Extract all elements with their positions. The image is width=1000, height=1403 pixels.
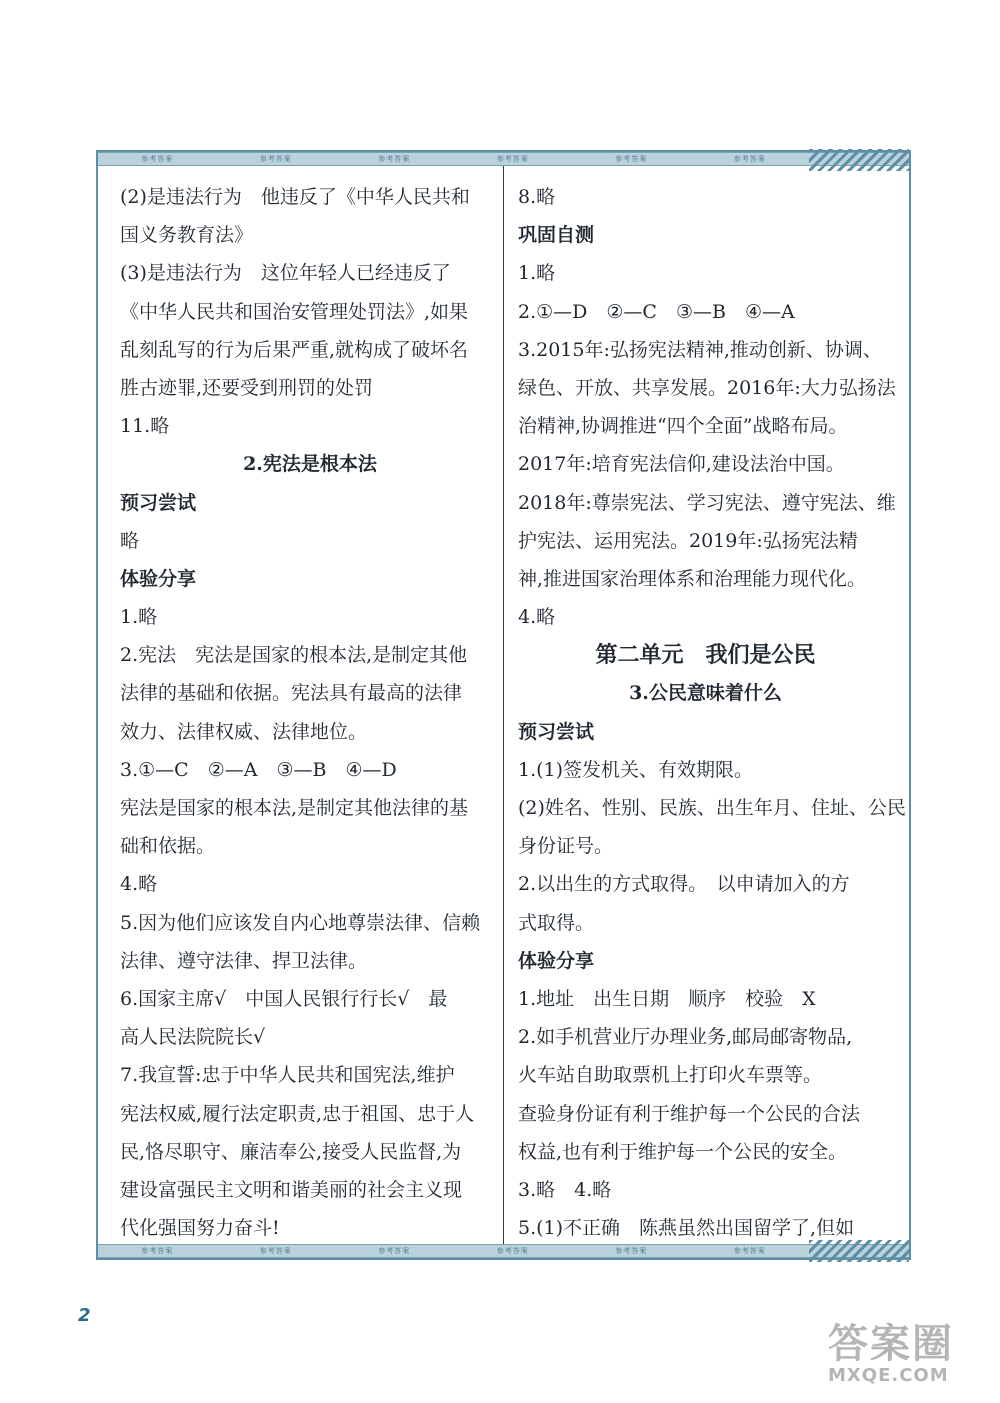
text-line: 2.①—D ②—C ③—B ④—A (518, 300, 795, 323)
answer-frame (96, 150, 911, 1260)
section-heading: 预习尝试 (518, 720, 595, 743)
text-line: 权益,也有利于维护每一个公民的安全。 (518, 1140, 848, 1163)
text-line: 宪法权威,履行法定职责,忠于祖国、忠于人 (120, 1102, 475, 1125)
section-heading: 预习尝试 (120, 491, 197, 514)
column-divider (503, 166, 504, 1244)
text-line: 1.地址 出生日期 顺序 校验 X (518, 987, 816, 1010)
section-heading: 体验分享 (120, 567, 197, 590)
section-heading: 体验分享 (518, 949, 595, 972)
text-line: 1.(1)签发机关、有效期限。 (518, 758, 754, 781)
band-label: 参考答案 (733, 155, 766, 163)
band-label: 参考答案 (378, 155, 411, 163)
text-line: 国义务教育法》 (120, 224, 254, 247)
section-heading: 巩固自测 (518, 224, 595, 247)
band-label: 参考答案 (378, 1247, 411, 1255)
text-line: 胜古迹罪,还要受到刑罚的处罚 (120, 376, 374, 399)
band-label: 参考答案 (141, 155, 174, 163)
text-line: 5.因为他们应该发自内心地尊崇法律、信赖 (120, 911, 481, 934)
left-column (120, 178, 500, 1247)
text-line: (2)是违法行为 他违反了《中华人民共和 (120, 186, 470, 208)
text-line: 2018年:尊崇宪法、学习宪法、遵守宪法、维 (518, 491, 896, 514)
text-line: 4.略 (120, 873, 158, 896)
text-line: 高人民法院院长√ (120, 1026, 266, 1049)
watermark-cn: 答案圈 (828, 1321, 954, 1367)
text-line: 《中华人民共和国治安管理处罚法》,如果 (120, 300, 469, 323)
text-line: 神,推进国家治理体系和治理能力现代化。 (518, 567, 867, 590)
band-label: 参考答案 (496, 1247, 529, 1255)
text-line: 代化强国努力奋斗! (120, 1217, 280, 1240)
band-label: 参考答案 (259, 1247, 292, 1255)
text-line: 8.略 (518, 186, 556, 208)
text-line: 民,恪尽职守、廉洁奉公,接受人民监督,为 (120, 1140, 462, 1163)
text-line: 2017年:培育宪法信仰,建设法治中国。 (518, 453, 845, 476)
text-line: (2)姓名、性别、民族、出生年月、住址、公民 (518, 797, 906, 819)
text-line: 1.略 (120, 606, 158, 629)
text-line: 式取得。 (518, 911, 595, 934)
text-line: 础和依据。 (120, 835, 216, 858)
text-line: 6.国家主席√ 中国人民银行行长√ 最 (120, 987, 448, 1010)
band-label: 参考答案 (733, 1247, 766, 1255)
section-heading: 2.宪法是根本法 (243, 453, 377, 476)
text-line: 1.略 (518, 262, 556, 285)
text-line: 乱刻乱写的行为后果严重,就构成了破坏名 (120, 338, 469, 361)
text-line: 略 (120, 529, 140, 552)
text-line: 5.(1)不正确 陈燕虽然出国留学了,但如 (518, 1217, 855, 1240)
text-line: 建设富强民主文明和谐美丽的社会主义现 (120, 1178, 463, 1201)
band-stripes (809, 1240, 909, 1262)
text-line: 法律、遵守法律、捍卫法律。 (120, 949, 368, 972)
text-line: 护宪法、运用宪法。2019年:弘扬宪法精 (518, 529, 858, 552)
page-number: 2 (78, 1305, 91, 1326)
text-line: 11.略 (120, 415, 170, 438)
text-line: 2.如手机营业厅办理业务,邮局邮寄物品, (518, 1026, 853, 1049)
top-band (98, 152, 909, 166)
text-line: 身份证号。 (518, 835, 614, 858)
watermark-logo (828, 1322, 978, 1384)
band-stripes (809, 149, 909, 171)
text-line: 2.宪法 宪法是国家的根本法,是制定其他 (120, 644, 468, 667)
section-heading: 3.公民意味着什么 (629, 682, 782, 705)
text-line: 查验身份证有利于维护每一个公民的合法 (518, 1102, 861, 1125)
band-label: 参考答案 (615, 1247, 648, 1255)
section-heading: 第二单元 我们是公民 (595, 642, 816, 669)
text-line: 2.以出生的方式取得。 以申请加入的方 (518, 873, 850, 896)
text-line: 4.略 (518, 606, 556, 629)
text-line: 效力、法律权威、法律地位。 (120, 720, 368, 743)
band-label: 参考答案 (496, 155, 529, 163)
band-label: 参考答案 (615, 155, 648, 163)
text-line: 法律的基础和依据。宪法具有最高的法律 (120, 682, 463, 705)
right-column (518, 178, 906, 1247)
text-line: 火车站自助取票机上打印火车票等。 (518, 1064, 823, 1087)
band-label: 参考答案 (141, 1247, 174, 1255)
text-line: 3.略 4.略 (518, 1178, 612, 1201)
text-line: 3.①—C ②—A ③—B ④—D (120, 758, 397, 781)
watermark-en: MXQE.COM (828, 1365, 949, 1386)
text-line: 绿色、开放、共享发展。2016年:大力弘扬法 (518, 376, 896, 399)
bottom-band (98, 1244, 909, 1258)
text-line: (3)是违法行为 这位年轻人已经违反了 (120, 262, 451, 285)
band-label: 参考答案 (259, 155, 292, 163)
text-line: 宪法是国家的根本法,是制定其他法律的基 (120, 797, 469, 819)
text-line: 3.2015年:弘扬宪法精神,推动创新、协调、 (518, 338, 882, 361)
text-line: 治精神,协调推进“四个全面”战略布局。 (518, 415, 848, 438)
text-line: 7.我宣誓:忠于中华人民共和国宪法,维护 (120, 1064, 455, 1087)
